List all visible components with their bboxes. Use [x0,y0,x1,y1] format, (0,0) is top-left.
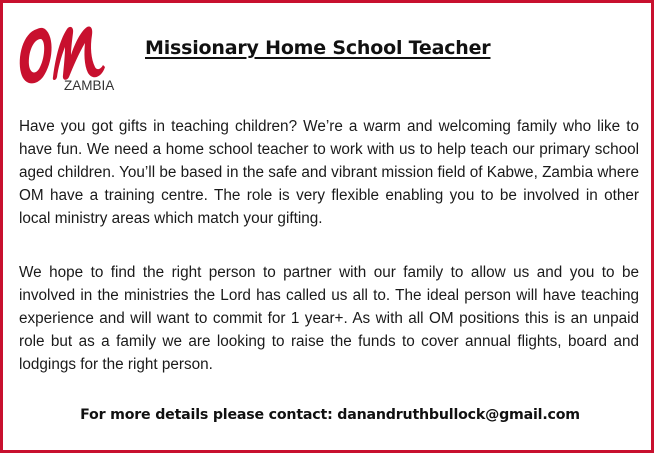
page-title: Missionary Home School Teacher [145,37,491,59]
body-paragraph-1: Have you got gifts in teaching children? We’re a warm and welcoming family who like to have fun. We need a home school teacher to work with us to help teach our primary school aged children. You’ll be based in the safe and vibrant mission field of Kabwe, Zambia where OM have a training centre. The role is very flexible enabling you to be involved in other local ministry areas which match your gifting. [19,118,639,227]
contact-line: For more details please contact: danandruthbullock@gmail.com [80,407,580,423]
om-logo-mark [15,15,115,95]
logo-country-text: ZAMBIA [64,78,115,93]
body-paragraph-2: We hope to find the right person to partner with our family to allow us and you to be involved in the ministries the Lord has called us all to. The ideal person will have teaching experience and will want to commit for 1 year+. As with all OM positions this is an unpaid role but as a family we are looking to raise the funds to cover annual flights, board and lodgings for the right person. [19,264,639,373]
om-zambia-logo [15,15,115,95]
